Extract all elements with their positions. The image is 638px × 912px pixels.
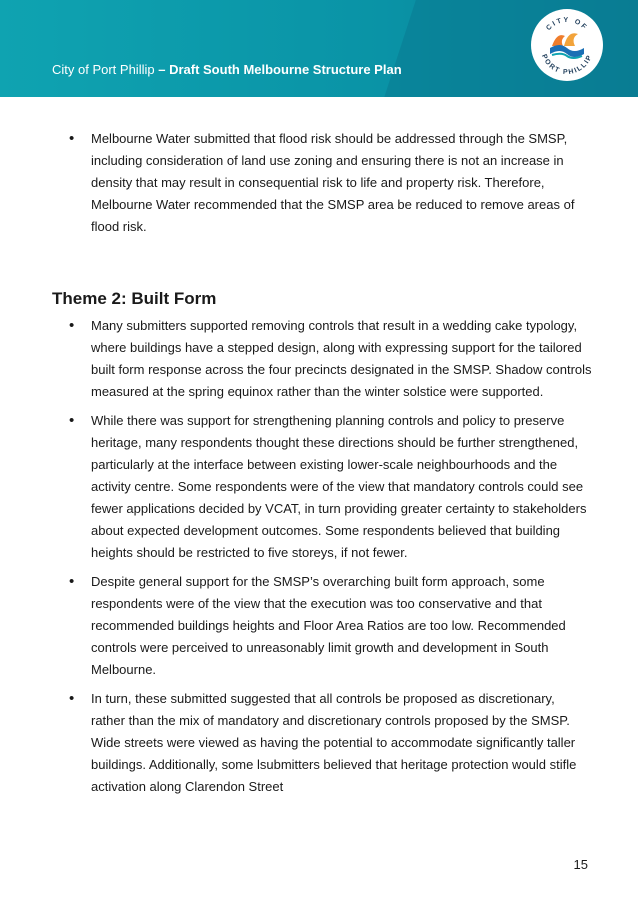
bullet-list-built-form (52, 315, 592, 798)
header-org: City of Port Phillip (52, 62, 155, 77)
list-item: • In turn, these submitted suggested that all controls be proposed as discretionary, rather than the mix of mandatory and discretionary controls proposed by the SMSP. Wide streets were viewed as having the potential to accommodate significantly taller buildings. Additionally, some lsubmitters believed that heritage protection would stifle activation along Clarendon Street (52, 688, 592, 798)
page-number: 15 (573, 857, 588, 872)
city-logo-icon (530, 8, 604, 82)
bullet-list-intro (52, 128, 592, 238)
list-item: • While there was support for strengthening planning controls and policy to preserve heritage, many respondents thought these directions should be further strengthened, particularly at the interface between existing lower-scale neighbourhoods and the activity centre. Some respondents were of the view that mandatory controls could see fewer applications decided by VCAT, in turn providing greater certainty to stakeholders about expected development outcomes. Some respondents believed that building heights should be restricted to five storeys, if not fewer. (52, 410, 592, 564)
header-title (52, 62, 402, 77)
logo-text-top: CITY OF (545, 16, 589, 33)
list-item: • Melbourne Water submitted that flood risk should be addressed through the SMSP, including consideration of land use zoning and ensuring there is not an increase in density that may result in consequential risk to life and property risk. Therefore, Melbourne Water recommended that the SMSP area be reduced to remove areas of flood risk. (52, 128, 592, 238)
section-heading-built-form: Theme 2: Built Form (52, 289, 217, 308)
page-content (52, 128, 592, 805)
header-separator: – (154, 62, 170, 77)
list-item: • Many submitters supported removing controls that result in a wedding cake typology, where buildings have a stepped design, along with expressing support for the tailored built form response across the four precincts designated in the SMSP. Shadow controls measured at the spring equinox rather than the winter solstice were supported. (52, 315, 592, 403)
header-document-title: Draft South Melbourne Structure Plan (169, 62, 402, 77)
logo-text-bottom: PORT PHILLIP (540, 53, 594, 77)
page-header (0, 0, 638, 97)
list-item: • Despite general support for the SMSP’s overarching built form approach, some respondents were of the view that the execution was too conservative and that recommended buildings heights and Floor Area Ratios are too low. Recommended controls were perceived to unreasonably limit growth and development in South Melbourne. (52, 571, 592, 681)
